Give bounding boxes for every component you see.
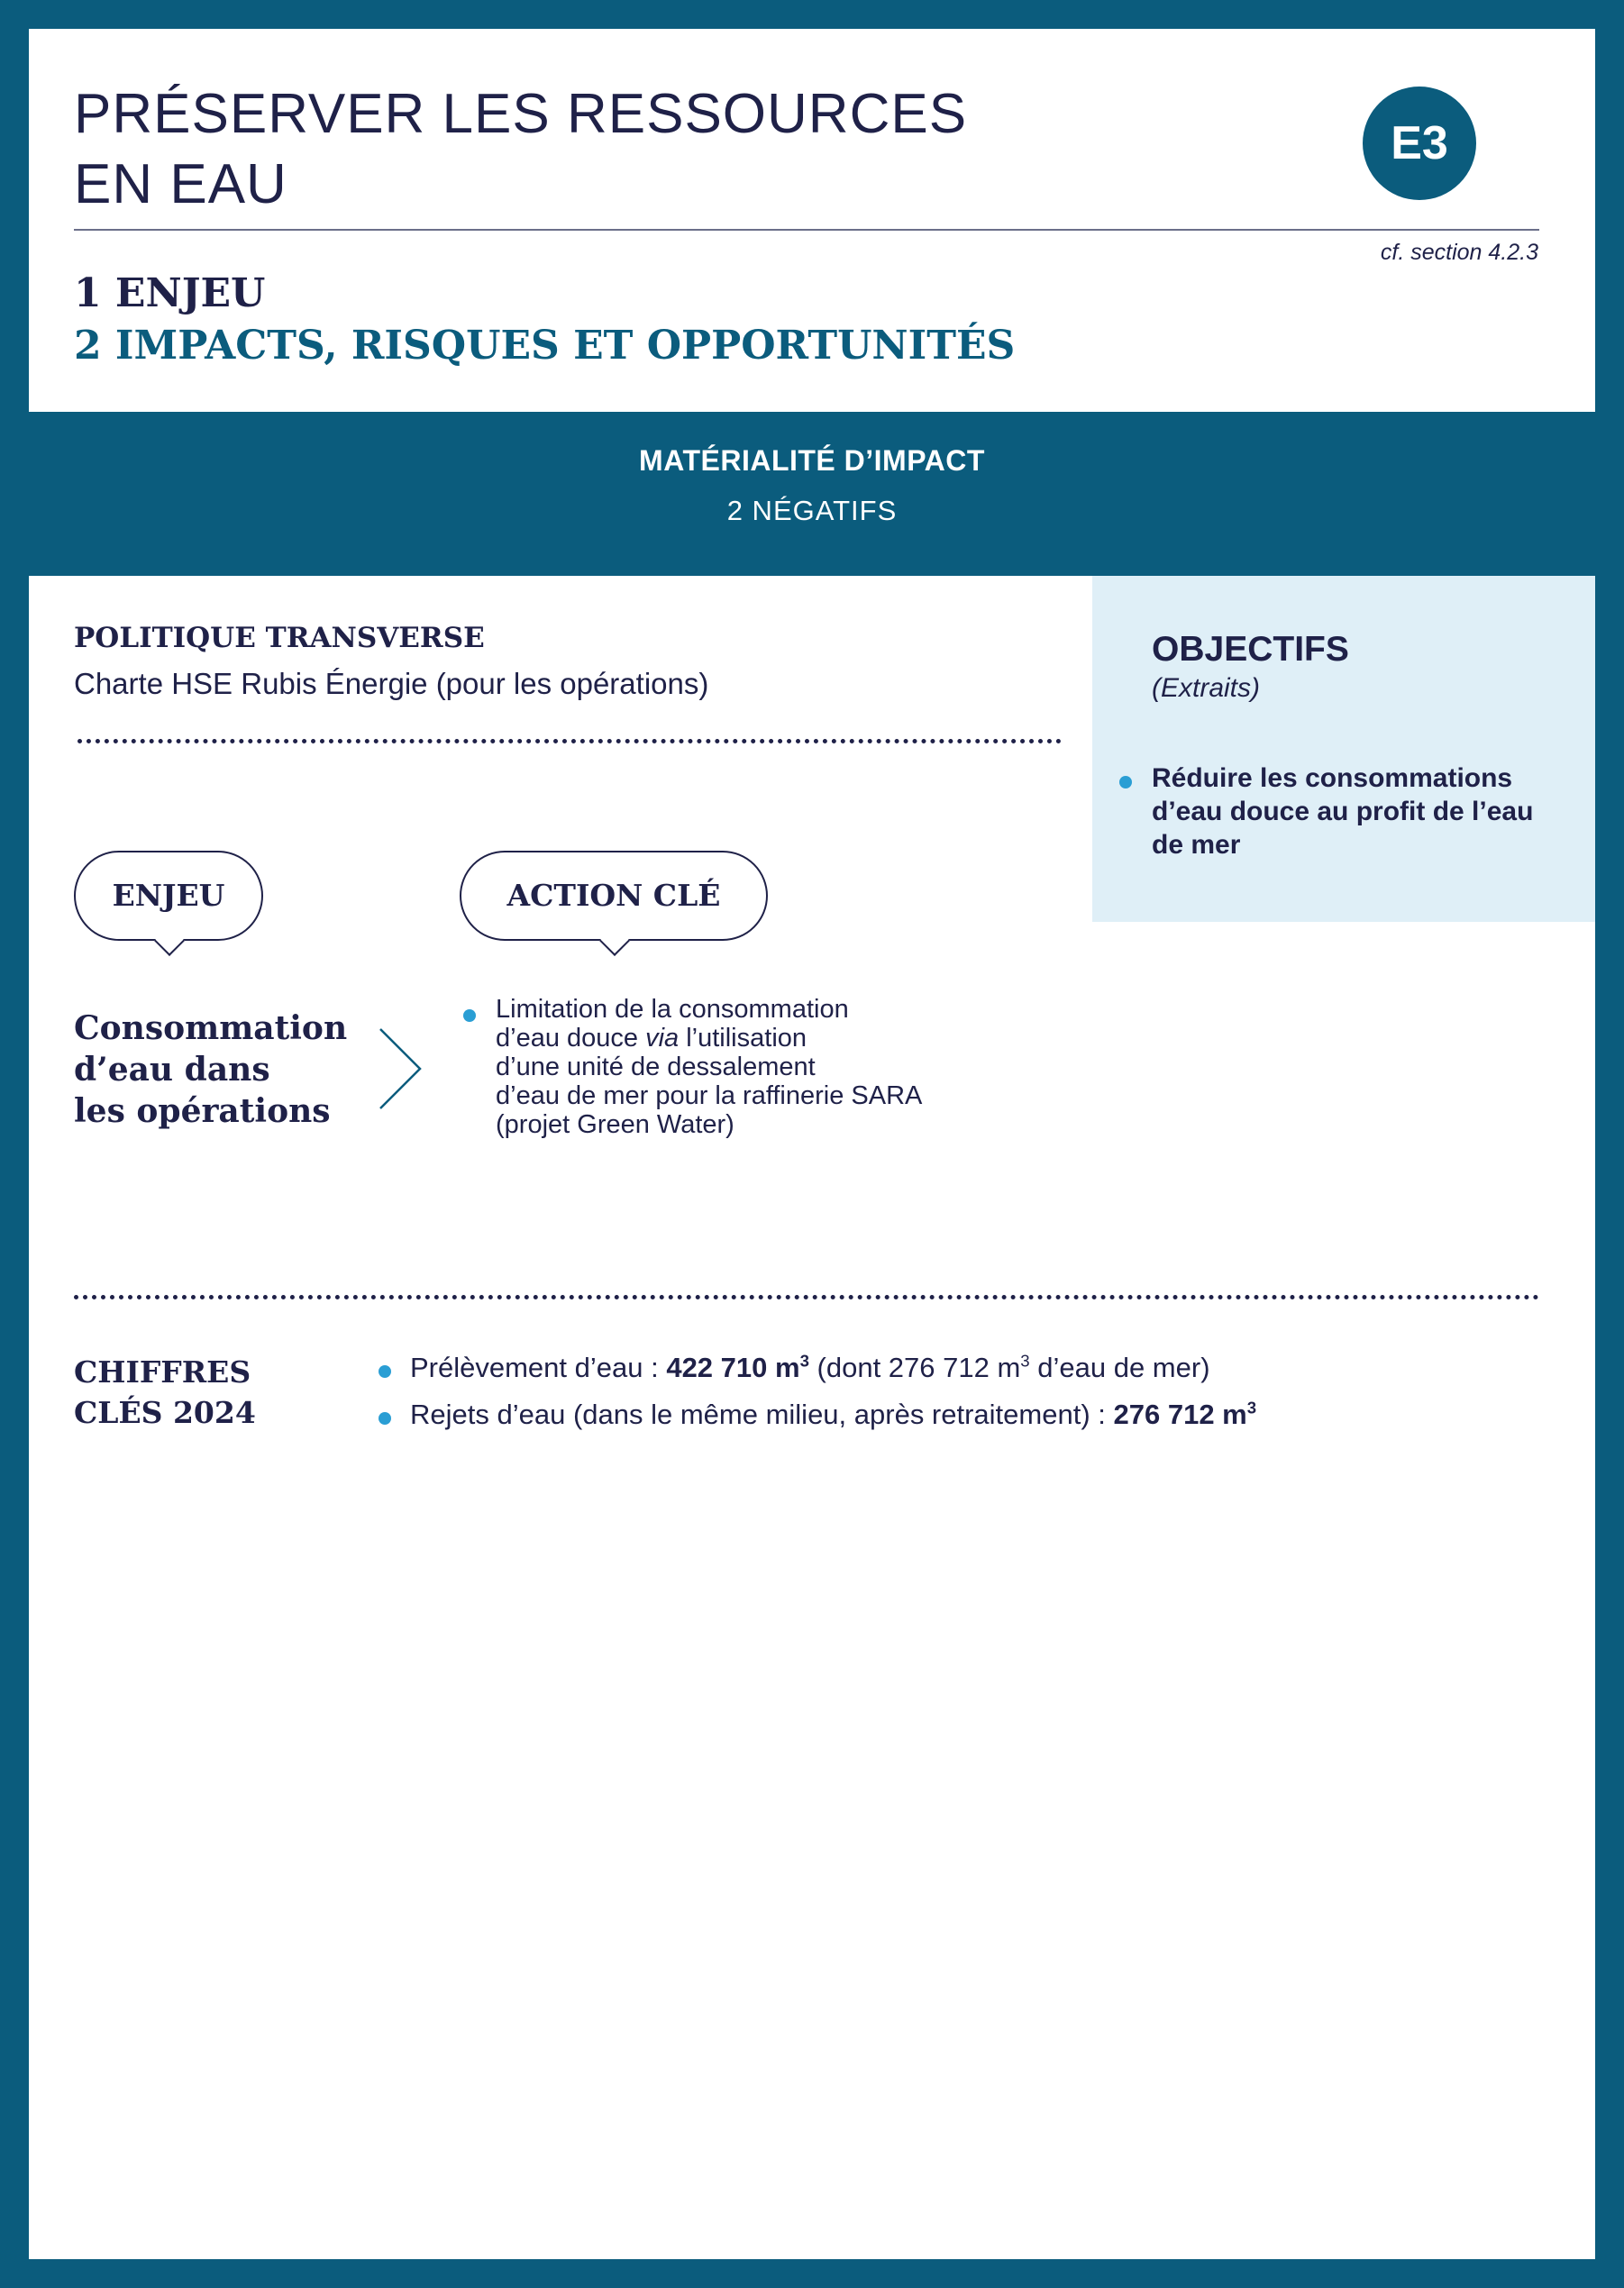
key-action-text (496, 995, 1000, 1139)
bullet-icon (1119, 776, 1132, 788)
action-bubble: ACTION CLÉ (460, 851, 768, 941)
materiality-value: 2 NÉGATIFS (726, 495, 898, 526)
policy-heading: POLITIQUE TRANSVERSE (74, 622, 485, 654)
bullet-icon (379, 1365, 391, 1378)
key-figure-value-text: 422 710 m (666, 1352, 800, 1383)
title-divider (74, 229, 1539, 231)
unit-exponent: 3 (1020, 1351, 1030, 1371)
key-figures-heading (74, 1352, 308, 1433)
bullet-icon (379, 1412, 391, 1425)
objectives-panel (1092, 576, 1595, 922)
key-figure-label: Rejets d’eau (dans le même milieu, après retraitement) : (410, 1399, 1114, 1430)
materiality-label: MATÉRIALITÉ D’IMPACT (639, 444, 985, 477)
action-text-italic: via (645, 1024, 680, 1053)
objective-item: Réduire les consommations d’eau douce au profit de l’eau de mer (1152, 763, 1534, 860)
section-reference: cf. section 4.2.3 (1380, 240, 1538, 265)
action-text-part: Limitation de la consommation d’eau douce (496, 995, 849, 1053)
dotted-divider (78, 739, 1062, 743)
unit-exponent: 3 (1246, 1398, 1257, 1417)
key-figure-note: d’eau de mer) (1029, 1352, 1210, 1383)
materiality-band (29, 412, 1595, 576)
page-title-line1: PRÉSERVER LES RESSOURCES (74, 83, 968, 145)
issue-line: les opérations (74, 1092, 331, 1130)
key-figure-note: (dont 276 712 m (808, 1352, 1021, 1383)
objectives-heading: OBJECTIFS (1152, 630, 1349, 669)
page-title-line2: EN EAU (74, 153, 287, 215)
dotted-divider (74, 1295, 1539, 1299)
chevron-right-icon (377, 1027, 424, 1110)
issue-line: Consommation (74, 1009, 348, 1047)
objectives-subheading: (Extraits) (1152, 673, 1260, 703)
key-figure-water-discharge (410, 1399, 1256, 1431)
key-figures-heading-line: CLÉS 2024 (74, 1395, 256, 1430)
issue-title (74, 1007, 371, 1132)
enjeu-count: 1 ENJEU (74, 270, 266, 316)
action-text-part: l’utilisation d’une unité de dessalement d’eau de mer pour la raffinerie SARA (projet Green Water) (496, 1024, 923, 1139)
enjeu-bubble: ENJEU (74, 851, 263, 941)
key-figure-label: Prélèvement d’eau : (410, 1352, 667, 1383)
key-figure-value (1114, 1399, 1257, 1430)
page-title (74, 79, 1155, 220)
issue-line: d’eau dans (74, 1051, 270, 1089)
bullet-icon (463, 1009, 476, 1022)
key-figure-value-text: 276 712 m (1113, 1399, 1247, 1430)
key-figure-value (666, 1352, 809, 1383)
key-figure-water-withdrawal (410, 1352, 1210, 1384)
unit-exponent: 3 (799, 1351, 809, 1371)
key-figures-heading-line: CHIFFRES (74, 1354, 251, 1390)
esrs-badge: E3 (1363, 87, 1476, 200)
policy-text: Charte HSE Rubis Énergie (pour les opérations) (74, 667, 709, 700)
iro-count: 2 IMPACTS, RISQUES ET OPPORTUNITÉS (74, 323, 1016, 369)
